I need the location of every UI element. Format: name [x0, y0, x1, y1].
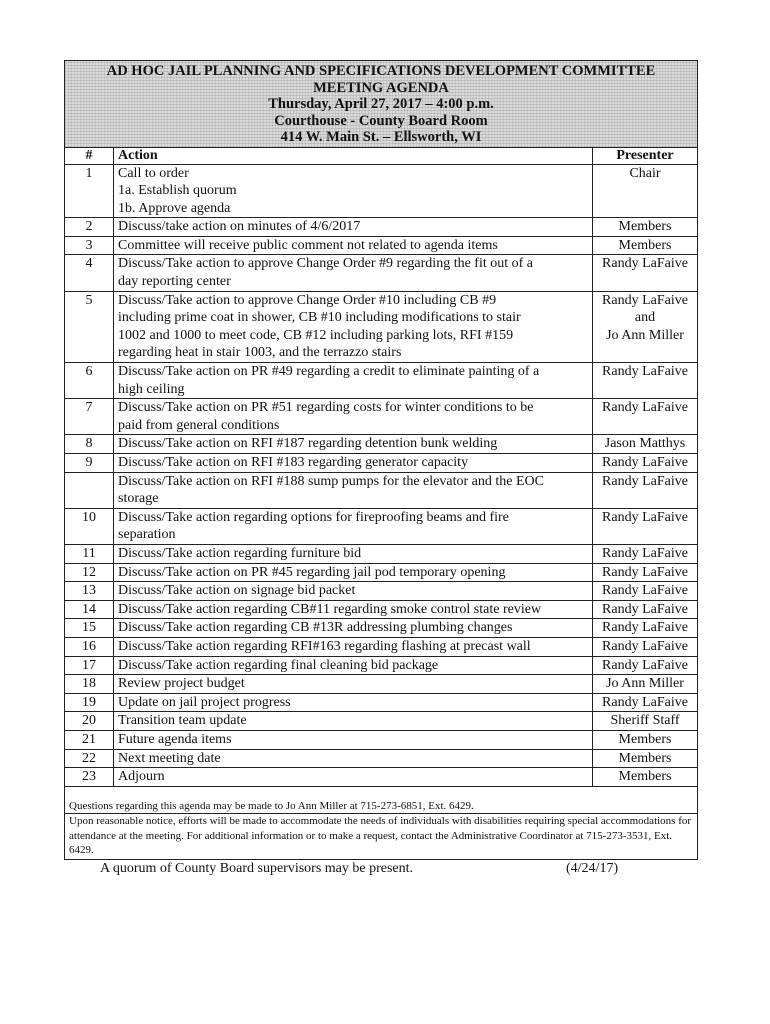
- presenter-line: Members: [618, 731, 672, 747]
- item-action: [114, 730, 593, 749]
- quorum-notice: A quorum of County Board supervisors may be present.: [100, 860, 414, 876]
- action-line: Discuss/Take action regarding final cleaning bid package: [118, 657, 439, 673]
- item-action: [114, 472, 593, 508]
- item-number: 3: [65, 236, 114, 255]
- agenda-row: [65, 600, 698, 619]
- item-presenter: [593, 712, 698, 731]
- action-line: Discuss/Take action on RFI #188 sump pumps for the elevator and the EOC: [118, 473, 544, 489]
- agenda-table-body: [65, 164, 698, 786]
- action-line: Discuss/Take action regarding RFI#163 regarding flashing at precast wall: [118, 638, 531, 654]
- meeting-location: Courthouse - County Board Room: [274, 112, 488, 129]
- agenda-header: [64, 60, 698, 147]
- item-action: [114, 291, 593, 362]
- action-line: Next meeting date: [118, 750, 221, 766]
- item-action: [114, 454, 593, 473]
- action-line: Discuss/Take action on RFI #187 regarding detention bunk welding: [118, 436, 498, 452]
- item-presenter: [593, 768, 698, 787]
- item-presenter: [593, 363, 698, 399]
- item-action: [114, 712, 593, 731]
- item-presenter: [593, 435, 698, 454]
- action-line: Discuss/Take action to approve Change Order #10 including CB #9: [118, 292, 497, 308]
- action-line: Discuss/Take action on PR #45 regarding jail pod temporary opening: [118, 564, 506, 580]
- action-line: day reporting center: [118, 274, 231, 290]
- presenter-line: Randy LaFaive: [602, 657, 688, 673]
- item-number: 21: [65, 730, 114, 749]
- action-line: Discuss/Take action to approve Change Order #9 regarding the fit out of a: [118, 256, 534, 272]
- item-number: 11: [65, 544, 114, 563]
- action-line: 1a. Establish quorum: [118, 183, 237, 199]
- presenter-line: Randy LaFaive: [602, 545, 688, 561]
- presenter-line: Members: [618, 237, 672, 253]
- presenter-line: Randy LaFaive: [602, 364, 688, 380]
- item-action: [114, 399, 593, 435]
- action-line: high ceiling: [118, 381, 185, 397]
- agenda-row: [65, 399, 698, 435]
- action-line: Future agenda items: [118, 731, 232, 747]
- item-presenter: [593, 255, 698, 291]
- item-action: [114, 563, 593, 582]
- item-presenter: [593, 749, 698, 768]
- agenda-row: [65, 749, 698, 768]
- item-presenter: [593, 563, 698, 582]
- accessibility-notice: Upon reasonable notice, efforts will be made to accommodate the needs of individuals with disabilities requiring special accommodations for attendance at the meeting. For additional information or to make a request, contact the Administrative Coordinator at 715-273-3531, Ext. 6429.: [65, 813, 697, 859]
- agenda-row: [65, 675, 698, 694]
- item-action: [114, 508, 593, 544]
- item-action: [114, 749, 593, 768]
- action-line: including prime coat in shower, CB #10 including modifications to stair: [118, 310, 521, 326]
- action-line: separation: [118, 527, 176, 543]
- action-line: Call to order: [118, 165, 189, 181]
- agenda-row: [65, 363, 698, 399]
- meeting-date: Thursday, April 27, 2017 – 4:00 p.m.: [268, 96, 494, 112]
- presenter-line: Randy LaFaive: [602, 455, 688, 470]
- presenter-line: Members: [618, 219, 672, 235]
- action-line: 1b. Approve agenda: [118, 200, 231, 216]
- item-action: [114, 582, 593, 601]
- item-presenter: [593, 544, 698, 563]
- presenter-line: Jason Matthys: [604, 436, 686, 452]
- agenda-row: [65, 544, 698, 563]
- presenter-line: Randy LaFaive: [602, 292, 688, 308]
- revision-date: (4/24/17): [566, 860, 619, 876]
- action-line: Discuss/Take action on PR #51 regarding costs for winter conditions to be: [118, 400, 534, 416]
- presenter-line: Randy LaFaive: [602, 473, 688, 489]
- item-presenter: [593, 675, 698, 694]
- document-title: MEETING AGENDA: [313, 79, 449, 96]
- item-number: 23: [65, 768, 114, 787]
- item-number: 22: [65, 749, 114, 768]
- agenda-row: [65, 454, 698, 473]
- agenda-row: [65, 255, 698, 291]
- agenda-row: [65, 164, 698, 218]
- item-action: [114, 363, 593, 399]
- agenda-row: [65, 291, 698, 362]
- presenter-line: Chair: [629, 165, 661, 181]
- item-number: 14: [65, 600, 114, 619]
- item-action: [114, 255, 593, 291]
- item-number: 16: [65, 637, 114, 656]
- agenda-row: [65, 236, 698, 255]
- presenter-line: Jo Ann Miller: [606, 676, 684, 692]
- item-number: 15: [65, 619, 114, 638]
- agenda-table: [64, 147, 698, 787]
- agenda-row: [65, 218, 698, 237]
- item-presenter: [593, 291, 698, 362]
- item-number: 1: [65, 164, 114, 218]
- action-line: Discuss/Take action regarding CB#11 regarding smoke control state review: [118, 601, 542, 617]
- item-number: 17: [65, 656, 114, 675]
- presenter-line: Randy LaFaive: [602, 601, 688, 617]
- action-line: Discuss/Take action on signage bid packet: [118, 583, 356, 599]
- item-presenter: [593, 693, 698, 712]
- item-number: 8: [65, 435, 114, 454]
- item-action: [114, 675, 593, 694]
- agenda-row: [65, 435, 698, 454]
- agenda-document: [64, 60, 698, 879]
- agenda-row: [65, 693, 698, 712]
- presenter-line: Sheriff Staff: [610, 713, 680, 729]
- item-action: [114, 435, 593, 454]
- agenda-row: [65, 712, 698, 731]
- agenda-row: [65, 730, 698, 749]
- item-presenter: [593, 730, 698, 749]
- action-line: Discuss/Take action regarding options for fireproofing beams and fire: [118, 509, 509, 525]
- item-action: [114, 236, 593, 255]
- item-action: [114, 693, 593, 712]
- item-number: 9: [65, 454, 114, 473]
- action-line: Update on jail project progress: [118, 694, 291, 710]
- presenter-line: Randy LaFaive: [602, 583, 688, 599]
- agenda-row: [65, 619, 698, 638]
- item-presenter: [593, 472, 698, 508]
- item-number: 12: [65, 563, 114, 582]
- item-presenter: [593, 236, 698, 255]
- action-line: Discuss/Take action regarding furniture bid: [118, 545, 362, 561]
- item-presenter: [593, 399, 698, 435]
- item-number: 10: [65, 508, 114, 544]
- item-presenter: [593, 218, 698, 237]
- action-line: Discuss/Take action on PR #49 regarding a credit to eliminate painting of a: [118, 364, 540, 380]
- column-header-action: Action: [114, 147, 593, 164]
- presenter-line: Jo Ann Miller: [606, 327, 684, 343]
- item-number: 5: [65, 291, 114, 362]
- item-presenter: [593, 508, 698, 544]
- presenter-line: Members: [618, 769, 672, 785]
- presenter-line: Randy LaFaive: [602, 694, 688, 710]
- item-number: 19: [65, 693, 114, 712]
- item-action: [114, 600, 593, 619]
- item-presenter: [593, 164, 698, 218]
- meeting-address: 414 W. Main St. – Ellsworth, WI: [280, 129, 482, 145]
- agenda-row: [65, 656, 698, 675]
- item-number: 2: [65, 218, 114, 237]
- agenda-row: [65, 472, 698, 508]
- item-presenter: [593, 637, 698, 656]
- item-action: [114, 637, 593, 656]
- agenda-row: [65, 508, 698, 544]
- action-line: 1002 and 1000 to meet code, CB #12 including parking lots, RFI #159: [118, 327, 514, 343]
- item-action: [114, 544, 593, 563]
- presenter-line: Randy LaFaive: [602, 256, 688, 272]
- agenda-row: [65, 637, 698, 656]
- item-presenter: [593, 600, 698, 619]
- item-number: 20: [65, 712, 114, 731]
- item-number: 7: [65, 399, 114, 435]
- item-number: 6: [65, 363, 114, 399]
- item-number: 13: [65, 582, 114, 601]
- item-action: [114, 768, 593, 787]
- agenda-table-header: [65, 147, 698, 164]
- item-number: 4: [65, 255, 114, 291]
- item-presenter: [593, 619, 698, 638]
- agenda-row: [65, 582, 698, 601]
- action-line: Review project budget: [118, 676, 245, 692]
- item-presenter: [593, 582, 698, 601]
- agenda-row: [65, 563, 698, 582]
- item-presenter: [593, 454, 698, 473]
- presenter-line: Randy LaFaive: [602, 509, 688, 525]
- presenter-line: Randy LaFaive: [602, 638, 688, 654]
- presenter-line: and: [634, 310, 656, 326]
- item-action: [114, 164, 593, 218]
- item-action: [114, 619, 593, 638]
- item-number: 18: [65, 675, 114, 694]
- action-line: paid from general conditions: [118, 417, 280, 433]
- action-line: storage: [118, 491, 159, 507]
- item-presenter: [593, 656, 698, 675]
- agenda-footer: [64, 787, 698, 860]
- presenter-line: Randy LaFaive: [602, 564, 688, 580]
- action-line: Adjourn: [118, 769, 165, 785]
- presenter-line: Randy LaFaive: [602, 620, 688, 636]
- committee-title: AD HOC JAIL PLANNING AND SPECIFICATIONS DEVELOPMENT COMMITTEE: [106, 63, 656, 79]
- action-line: Discuss/take action on minutes of 4/6/2017: [118, 219, 361, 235]
- item-action: [114, 218, 593, 237]
- item-number: [65, 472, 114, 508]
- column-header-presenter: Presenter: [593, 147, 698, 164]
- presenter-line: Randy LaFaive: [602, 400, 688, 416]
- agenda-row: [65, 768, 698, 787]
- action-line: Committee will receive public comment not related to agenda items: [118, 237, 498, 253]
- item-action: [114, 656, 593, 675]
- action-line: Discuss/Take action regarding CB #13R addressing plumbing changes: [118, 620, 513, 636]
- questions-contact: Questions regarding this agenda may be made to Jo Ann Miller at 715-273-6851, Ext. 6429.: [69, 799, 474, 812]
- action-line: regarding heat in stair 1003, and the terrazzo stairs: [118, 345, 402, 361]
- bottom-line: [64, 861, 698, 879]
- column-header-number: #: [65, 147, 114, 164]
- action-line: Transition team update: [118, 713, 247, 729]
- presenter-line: Members: [618, 750, 672, 766]
- action-line: Discuss/Take action on RFI #183 regarding generator capacity: [118, 455, 469, 470]
